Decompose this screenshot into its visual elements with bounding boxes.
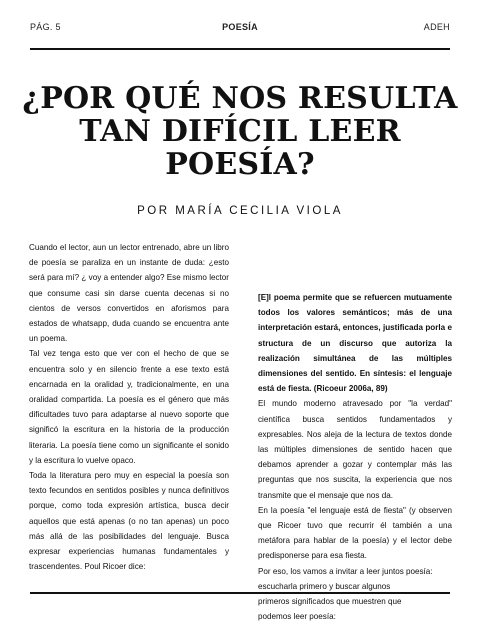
closing-line: Por eso, los vamos a invitar a leer juntos poesía: — [258, 566, 433, 576]
closing-line: podemos leer poesía: — [258, 612, 336, 622]
body-paragraph: Tal vez tenga esto que ver con el hecho de que se encuentra solo y en silencio frente a ese texto está encarnada en la oralidad y, tradicionalmente, en una oralidad compartida. La poesía es el género que más dificultades tuvo para adaptarse al nuevo soporte que significó la escritura en la historia de la producción literaria. La poesía tiene como un significante el sonido y la escritura lo vuelve opaco. — [29, 349, 229, 465]
closing-line: escucharla primero y buscar algunos — [258, 581, 391, 591]
title-line: POESÍA? — [165, 147, 315, 182]
top-divider — [30, 48, 450, 50]
article-author: POR MARÍA CECILIA VIOLA — [137, 205, 343, 217]
page-header — [30, 22, 450, 36]
body-paragraph: El mundo moderno atravesado por "la verdad" científica busca sentidos fundamentados y expresables. Nos aleja de la lectura de textos donde las múltiples dimensiones de sentido hacen que debamos aprender a gozar y contemplar más las preguntas que nos suscita, la experiencia que nos transmite que el mensaje que nos da. — [258, 399, 452, 500]
body-paragraph: Toda la literatura pero muy en especial la poesía son texto fecundos en sentidos posibles y nunca definitivos porque, como toda expresión artística, busca decir aquellos que está apenas (o no tan apenas) un poco más allá de las posibilidades del lenguaje. Busca expresar experiencias humanas fundamentales y trascendentes. Poul Ricoer dice: — [29, 471, 229, 572]
section-title: POESÍA — [222, 22, 258, 32]
bottom-divider — [30, 592, 450, 594]
right-column — [258, 290, 452, 624]
publication-name: ADEH — [423, 22, 450, 32]
closing-line: primeros significados que muestren que — [258, 597, 402, 607]
body-paragraph: En la poesía "el lenguaje está de fiesta" (y observen que Ricoer tuvo que recurrir él también a una metáfora para hablar de la poesía) y el lector debe predisponerse para esa fiesta. — [258, 505, 452, 561]
title-line: TAN DIFÍCIL LEER — [79, 114, 401, 149]
ricoeur-quote: [E]l poema permite que se refuercen mutuamente todos los valores semánticos; más de una interpretación estará, entonces, justificada porla e structura de un discurso que autoriza la realización simultánea de las múltiples dimensiones del sentido. En síntesis: el lenguaje está de fiesta. (Ricoeur 2006a, 89) — [258, 293, 452, 394]
body-paragraph: Cuando el lector, aun un lector entrenado, abre un libro de poesía se paraliza en un instante de duda: ¿esto será para mí? ¿ voy a entender algo? Ese mismo lector que consume casi sin darse cuenta decenas si no cientos de versos convertidos en aforismos para estados de whatsapp, duda cuando se encuentra ante un poema. — [29, 243, 229, 344]
article-title — [20, 82, 460, 181]
title-line: ¿POR QUÉ NOS RESULTA — [22, 81, 458, 116]
page-number: PÁG. 5 — [30, 22, 61, 32]
left-column — [29, 240, 229, 574]
